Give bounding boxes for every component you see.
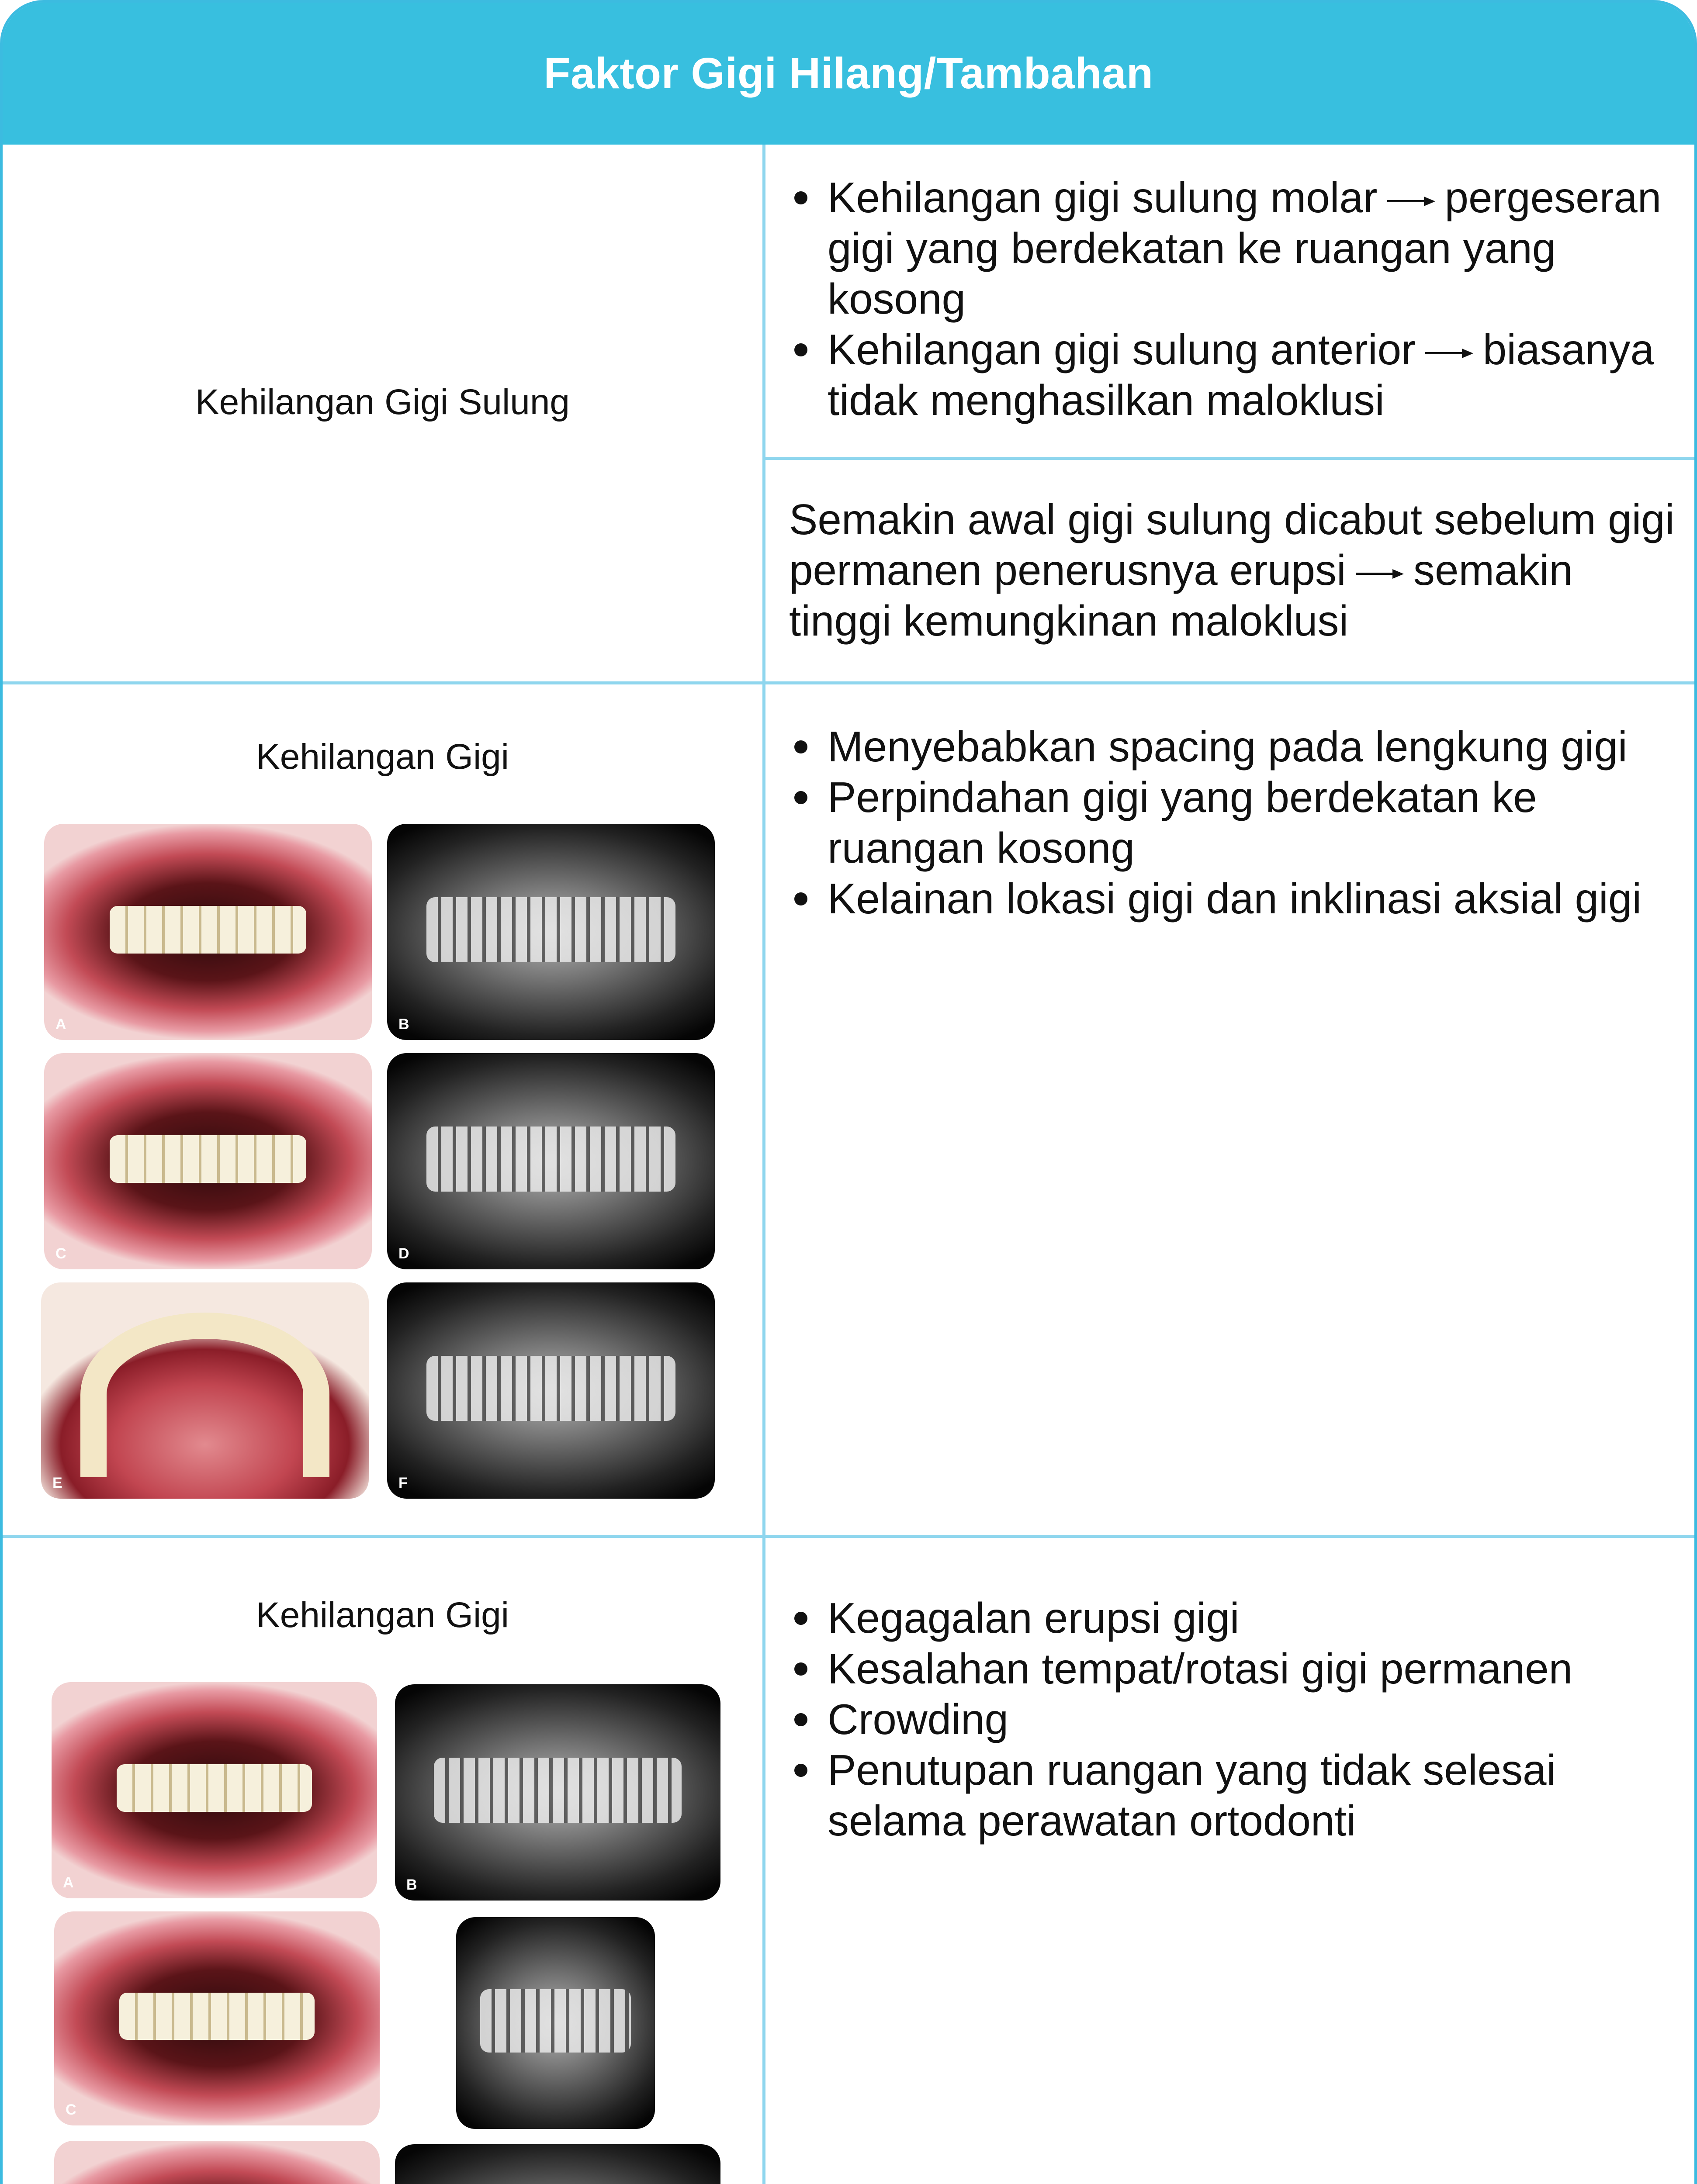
clinical-photo: C: [44, 1053, 372, 1269]
arrow-right-icon: [1387, 197, 1435, 205]
occlusal-xray: [456, 1917, 655, 2129]
list-item: Kesalahan tempat/rotasi gigi permanen: [789, 1643, 1676, 1694]
list-item: Crowding: [789, 1694, 1676, 1745]
section1-label: Kehilangan Gigi Sulung: [195, 382, 570, 422]
section3-label: Kehilangan Gigi: [256, 1595, 509, 1635]
panoramic-xray: B: [387, 824, 715, 1040]
panoramic-xray: F: [387, 1282, 715, 1499]
table-title: Faktor Gigi Hilang/Tambahan: [544, 49, 1153, 98]
clinical-photo: A: [52, 1682, 377, 1898]
row-divider-inner: [765, 457, 1694, 460]
section3-bullets: [789, 1593, 1676, 1846]
clinical-photo: C: [54, 1911, 380, 2125]
column-divider: [762, 145, 765, 2184]
list-item: Kelainan lokasi gigi dan inklinasi aksial gigi: [789, 873, 1676, 924]
clinical-photo: A: [44, 824, 372, 1040]
row-divider-1: [3, 681, 1694, 684]
list-item: Kegagalan erupsi gigi: [789, 1593, 1676, 1643]
panoramic-xray: D: [387, 1053, 715, 1269]
arrow-right-icon: [1356, 569, 1404, 578]
arrow-right-icon: [1425, 349, 1473, 357]
list-item: Kehilangan gigi sulung anterior biasanya tidak menghasilkan maloklusi: [789, 324, 1676, 425]
list-item: Penutupan ruangan yang tidak selesai selama perawatan ortodonti: [789, 1745, 1676, 1846]
list-item: Menyebabkan spacing pada lengkung gigi: [789, 721, 1676, 772]
panoramic-xray: B: [395, 1684, 720, 1901]
list-item: Kehilangan gigi sulung molar pergeseran gigi yang berdekatan ke ruangan yang kosong: [789, 172, 1676, 324]
clinical-photo: E: [41, 1282, 369, 1499]
row-divider-2: [3, 1535, 1694, 1538]
section1-bullets: [789, 172, 1676, 425]
section1-note: Semakin awal gigi sulung dicabut sebelum gigi permanen penerusnya erupsi semakin tinggi kemungkinan maloklusi: [789, 495, 1675, 645]
clinical-photo: [54, 2141, 380, 2184]
section2-bullets: [789, 721, 1676, 924]
list-item: Perpindahan gigi yang berdekatan ke ruangan kosong: [789, 772, 1676, 873]
section2-label: Kehilangan Gigi: [256, 737, 509, 777]
table-header: [3, 3, 1694, 145]
panoramic-xray: [395, 2144, 720, 2184]
